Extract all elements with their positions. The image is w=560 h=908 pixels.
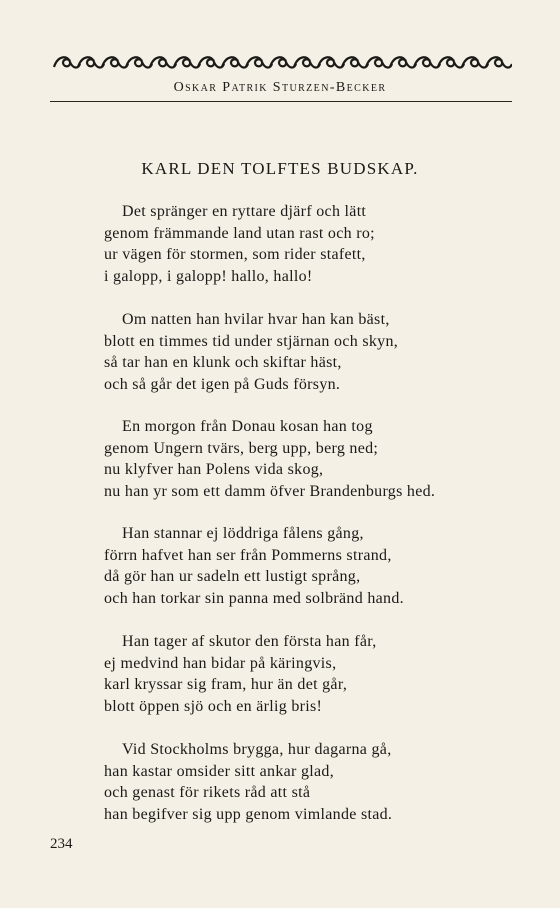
poem-line: då gör han ur sadeln ett lustigt språng, xyxy=(104,568,361,585)
stanza xyxy=(104,739,524,825)
poem-line: Om natten han hvilar hvar han kan bäst, xyxy=(122,311,390,328)
poem-line: han begifver sig upp genom vimlande stad. xyxy=(104,805,393,823)
poem-line: förrn hafvet han ser från Pommerns strand, xyxy=(104,546,392,564)
running-header-author: Oskar Patrik Sturzen-Becker xyxy=(173,80,387,95)
poem-line: och genast för rikets råd att stå xyxy=(104,784,311,801)
decorative-wave-ornament xyxy=(50,53,512,73)
stanza xyxy=(104,631,524,717)
poem-line: och så går det igen på Guds försyn. xyxy=(104,375,341,393)
poem-title: KARL DEN TOLFTES BUDSKAP. xyxy=(141,159,419,178)
poem-line: nu klyfver han Polens vida skog, xyxy=(104,461,324,478)
poem-line: Han tager af skutor den första han får, xyxy=(122,633,377,650)
stanza xyxy=(104,309,524,395)
poem-line: karl kryssar sig fram, hur än det går, xyxy=(104,676,348,693)
poem-line: Han stannar ej löddriga fålens gång, xyxy=(122,525,364,542)
poem-line: han kastar omsider sitt ankar glad, xyxy=(104,762,334,780)
poem-line: En morgon från Donau kosan han tog xyxy=(122,418,373,435)
poem-line: genom Ungern tvärs, berg upp, berg ned; xyxy=(104,439,379,457)
poem-line: Det spränger en ryttare djärf och lätt xyxy=(122,203,367,220)
poem-line: Vid Stockholms brygga, hur dagarna gå, xyxy=(122,741,392,758)
poem-line: och han torkar sin panna med solbränd hand. xyxy=(104,589,404,607)
poem-line: ur vägen för stormen, som rider stafett, xyxy=(104,246,366,263)
stanza xyxy=(104,201,524,287)
poem-line: blott en timmes tid under stjärnan och skyn, xyxy=(104,332,399,350)
poem-line: så tar han en klunk och skiftar häst, xyxy=(104,354,342,371)
poem-line: i galopp, i galopp! hallo, hallo! xyxy=(104,267,313,285)
poem-line: ej medvind han bidar på käringvis, xyxy=(104,654,337,672)
poem-line: blott öppen sjö och en ärlig bris! xyxy=(104,697,323,715)
stanza xyxy=(104,523,524,609)
poem-line: genom främmande land utan rast och ro; xyxy=(104,224,375,242)
header-rule xyxy=(50,101,512,102)
page-number: 234 xyxy=(50,836,73,852)
stanza xyxy=(104,416,524,502)
poem-line: nu han yr som ett damm öfver Brandenburgs hed. xyxy=(104,482,436,500)
